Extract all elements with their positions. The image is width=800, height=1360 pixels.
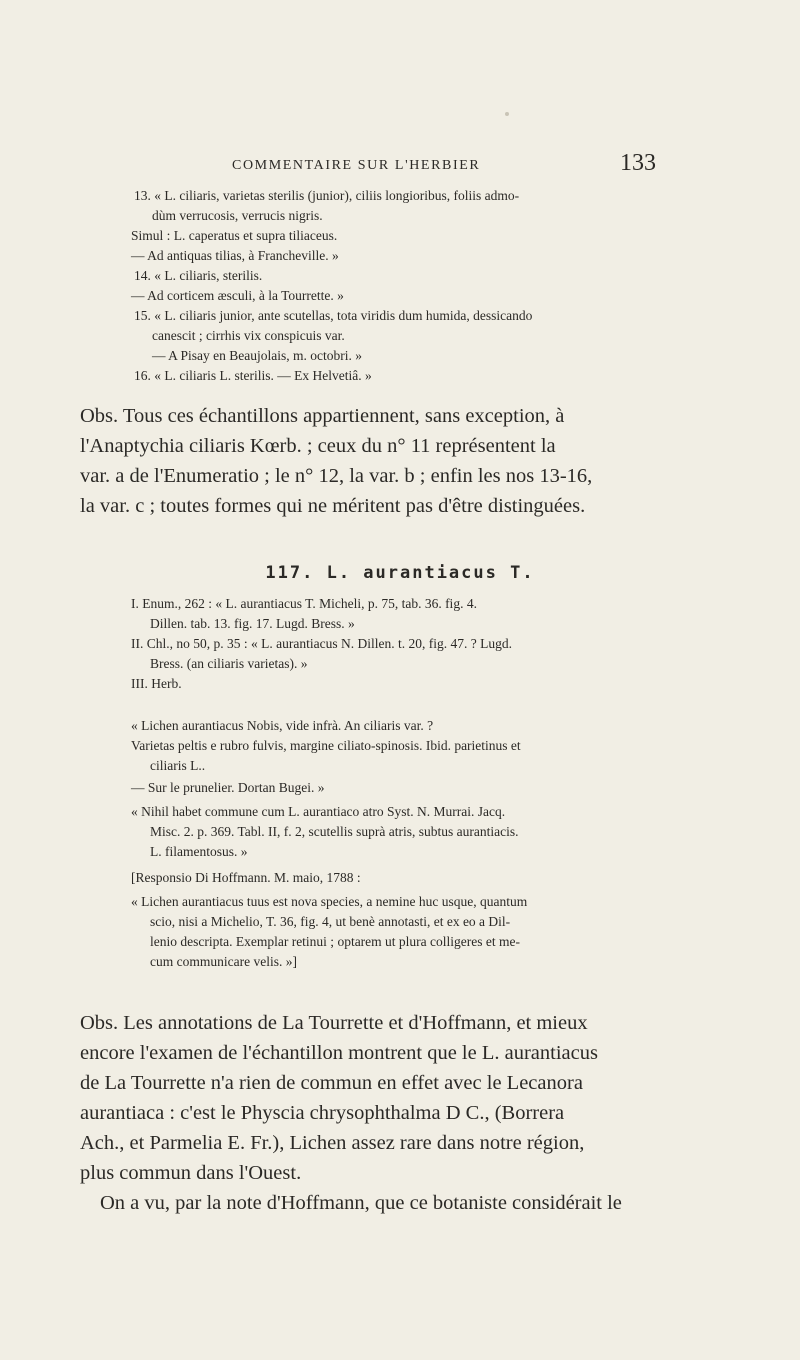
obs-line: plus commun dans l'Ouest. [80, 1162, 302, 1184]
section-title: 117. L. aurantiacus T. [265, 563, 535, 583]
herb-line: [Responsio Di Hoffmann. M. maio, 1788 : [131, 870, 361, 885]
entry-line: 16. « L. ciliaris L. sterilis. — Ex Helvetiâ. » [134, 368, 372, 383]
obs-line: la var. c ; toutes formes qui ne méritent pas d'être distinguées. [80, 495, 586, 517]
entries-13-16 [0, 186, 800, 386]
herb-line: Varietas peltis e rubro fulvis, margine ciliato-spinosis. Ibid. parietinus et [131, 738, 521, 753]
herb-line: Misc. 2. p. 369. Tabl. II, f. 2, scutellis suprà atris, subtus aurantiacis. [150, 824, 519, 839]
entry-line: — Ad corticem æsculi, à la Tourrette. » [131, 288, 344, 303]
herb-line: « Lichen aurantiacus Nobis, vide infrà. An ciliaris var. ? [131, 718, 434, 733]
reference-line: III. Herb. [131, 676, 182, 691]
page-header [0, 150, 800, 180]
herb-line: cum communicare velis. »] [150, 954, 297, 969]
entry-line: 14. « L. ciliaris, sterilis. [134, 268, 263, 283]
entry-line: Simul : L. caperatus et supra tiliaceus. [131, 228, 338, 243]
entry-line: 15. « L. ciliaris junior, ante scutellas, tota viridis dum humida, dessicando [134, 308, 533, 323]
herb-line: lenio descripta. Exemplar retinui ; optarem ut plura colligeres et me- [150, 934, 520, 949]
observation-1 [0, 401, 800, 521]
entry-line: — Ad antiquas tilias, à Francheville. » [131, 248, 339, 263]
obs-line: var. a de l'Enumeratio ; le n° 12, la var. b ; enfin les nos 13-16, [80, 465, 593, 487]
herbarium-notes [0, 716, 800, 972]
page-number: 133 [620, 150, 656, 176]
obs-line: de La Tourrette n'a rien de commun en effet avec le Lecanora [80, 1072, 583, 1094]
obs-line: l'Anaptychia ciliaris Kœrb. ; ceux du n° 11 représentent la [80, 435, 556, 457]
reference-line: Dillen. tab. 13. fig. 17. Lugd. Bress. » [150, 616, 355, 631]
reference-line: Bress. (an ciliaris varietas). » [150, 656, 308, 671]
references [0, 594, 800, 694]
herb-line: L. filamentosus. » [150, 844, 248, 859]
obs-line: Ach., et Parmelia E. Fr.), Lichen assez rare dans notre région, [80, 1132, 585, 1154]
entry-line: — A Pisay en Beaujolais, m. octobri. » [152, 348, 362, 363]
ink-speck [505, 112, 509, 116]
obs-line: On a vu, par la note d'Hoffmann, que ce botaniste considérait le [100, 1192, 622, 1214]
herb-line: — Sur le prunelier. Dortan Bugei. » [131, 780, 325, 795]
running-title: COMMENTAIRE SUR L'HERBIER [232, 158, 481, 173]
entry-line: dùm verrucosis, verrucis nigris. [152, 208, 323, 223]
obs-line: Obs. Tous ces échantillons appartiennent, sans exception, à [80, 405, 565, 427]
obs-line: aurantiaca : c'est le Physcia chrysophthalma D C., (Borrera [80, 1102, 565, 1124]
herb-line: ciliaris L.. [150, 758, 206, 773]
observation-2 [0, 1008, 800, 1218]
reference-line: I. Enum., 262 : « L. aurantiacus T. Micheli, p. 75, tab. 36. fig. 4. [131, 596, 477, 611]
herb-line: « Lichen aurantiacus tuus est nova species, a nemine huc usque, quantum [131, 894, 528, 909]
obs-line: encore l'examen de l'échantillon montrent que le L. aurantiacus [80, 1042, 598, 1064]
entry-line: canescit ; cirrhis vix conspicuis var. [152, 328, 345, 343]
reference-line: II. Chl., no 50, p. 35 : « L. aurantiacus N. Dillen. t. 20, fig. 47. ? Lugd. [131, 636, 512, 651]
herb-line: « Nihil habet commune cum L. aurantiaco atro Syst. N. Murrai. Jacq. [131, 804, 506, 819]
entry-line: 13. « L. ciliaris, varietas sterilis (junior), ciliis longioribus, foliis admo- [134, 188, 520, 203]
herb-line: scio, nisi a Michelio, T. 36, fig. 4, ut benè annotasti, et ex eo a Dil- [150, 914, 511, 929]
obs-line: Obs. Les annotations de La Tourrette et d'Hoffmann, et mieux [80, 1012, 588, 1034]
